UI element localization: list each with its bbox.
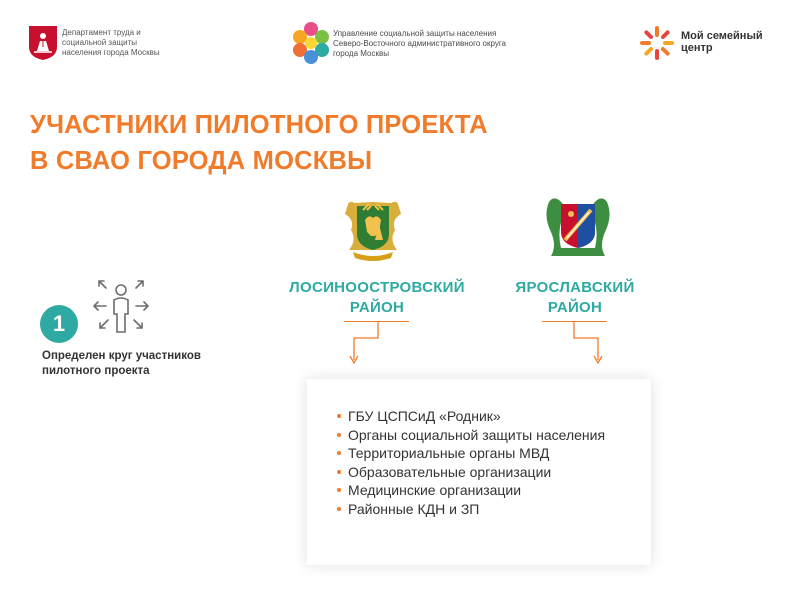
participants-box (307, 379, 651, 565)
list-item: Медицинские организации (337, 481, 637, 500)
person-arrows (86, 272, 156, 338)
person-arrows-icon (86, 272, 156, 338)
connector-arrows (340, 322, 620, 366)
district-yaroslavsky-line-1: ЯРОСЛАВСКИЙ (515, 279, 635, 296)
uszn-colorful-emblem-icon (291, 22, 331, 66)
connector-arrow-left (354, 322, 378, 360)
family-center-logo (638, 24, 676, 62)
district-yaroslavsky (485, 278, 665, 318)
yaroslavsky-coat-of-arms-icon (543, 196, 613, 264)
sun-rays-icon (638, 24, 676, 62)
district-yaroslavsky-line-2: РАЙОН (547, 299, 603, 316)
step-number-badge: 1 (40, 305, 78, 343)
list-item: Органы социальной защиты населения (337, 426, 637, 445)
moscow-department-logo (28, 25, 58, 61)
connector-arrow-right (574, 322, 598, 360)
list-item: Районные КДН и ЗП (337, 500, 637, 519)
title-line-1: УЧАСТНИКИ ПИЛОТНОГО ПРОЕКТА (30, 111, 488, 139)
yaroslavsky-coat-of-arms (543, 196, 613, 264)
losinoostrovsky-coat-of-arms-icon (345, 200, 401, 268)
district-losinoostrovsky-line-1: ЛОСИНООСТРОВСКИЙ (289, 279, 465, 296)
list-item: Территориальные органы МВД (337, 444, 637, 463)
losinoostrovsky-coat-of-arms (345, 200, 401, 268)
title-line-2: В СВАО ГОРОДА МОСКВЫ (30, 147, 373, 175)
list-item: ГБУ ЦСПСиД «Родник» (337, 407, 637, 426)
page-title (30, 107, 488, 179)
uszn-logo (291, 22, 331, 66)
step-description: Определен круг участников пилотного проекта (42, 350, 201, 377)
moscow-coat-of-arms-icon (28, 25, 58, 61)
list-item: Образовательные организации (337, 463, 637, 482)
uszn-logo-text: Управление социальной защиты населения Северо-Восточного административного округа города Москвы (333, 29, 507, 58)
participants-list (337, 407, 637, 518)
district-losinoostrovsky-line-2: РАЙОН (349, 299, 405, 316)
dept-logo-text: Департамент труда и социальной защиты населения города Москвы (62, 28, 160, 57)
district-losinoostrovsky (272, 278, 482, 318)
family-center-logo-text: Мой семейный центр (681, 30, 763, 54)
